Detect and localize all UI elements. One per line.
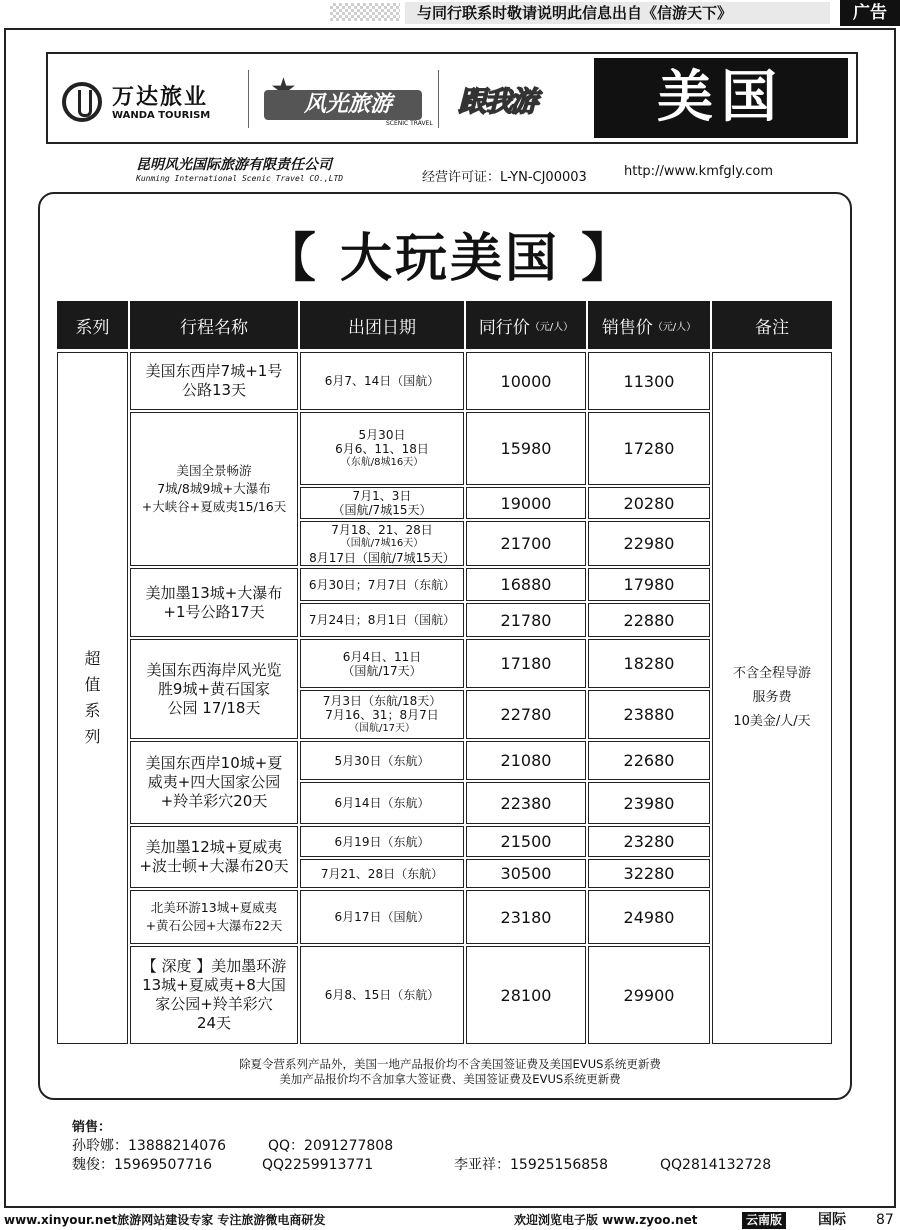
license-number: 经营许可证：L-YN-CJ00003 xyxy=(422,170,587,185)
route-name-cell xyxy=(130,890,298,944)
route-line: +1号公路17天 xyxy=(163,602,265,621)
header-label: 出团日期 xyxy=(348,317,416,338)
route-line: 【 深度 】美加墨环游 xyxy=(141,957,287,975)
departure-dates xyxy=(309,523,455,565)
sale-price: 24980 xyxy=(623,907,675,927)
genwo-logo: 跟我游 xyxy=(458,85,537,118)
sale-price-cell xyxy=(588,782,710,824)
peer-price: 23180 xyxy=(500,907,552,927)
contact-qq: QQ2814132728 xyxy=(660,1157,772,1173)
header-unit: （元/人） xyxy=(529,321,574,333)
route-name-cell xyxy=(130,568,298,637)
company-name-cn: 昆明风光国际旅游有限责任公司 xyxy=(136,157,332,173)
route-name xyxy=(146,754,283,811)
date-cell xyxy=(300,859,464,888)
date-cell xyxy=(300,603,464,637)
company-block xyxy=(136,154,343,183)
departure-dates xyxy=(335,796,430,810)
edition-badge: 云南版 xyxy=(742,1212,786,1229)
peer-price-cell xyxy=(466,603,586,637)
peer-price: 30500 xyxy=(500,864,552,883)
website-link[interactable]: http://www.kmfgly.com xyxy=(624,164,774,179)
sale-price-cell xyxy=(588,521,710,566)
route-line: 美加墨12城+夏威夷 xyxy=(145,838,283,856)
sale-price-cell xyxy=(588,639,710,688)
route-name xyxy=(146,899,283,935)
header-unit: （元/人） xyxy=(652,321,697,333)
bottom-left-text: www.xinyour.net旅游网站建设专家 专注旅游微电商研发 xyxy=(4,1213,326,1227)
bottom-bar xyxy=(0,1211,900,1230)
section-label: 国际 xyxy=(818,1212,846,1228)
date-cell xyxy=(300,946,464,1044)
sale-price-cell xyxy=(588,352,710,410)
peer-price: 17180 xyxy=(500,654,552,673)
route-line: +羚羊彩穴20天 xyxy=(160,792,268,810)
header-label: 系列 xyxy=(75,317,110,338)
sale-price: 32280 xyxy=(623,864,675,883)
date-cell xyxy=(300,352,464,410)
date-line: （国航/17天） xyxy=(342,663,422,678)
bottom-right-text: 欢迎浏览电子版 www.zyoo.net xyxy=(514,1213,698,1227)
peer-price-cell xyxy=(466,568,586,601)
date-line: 8月17日（国航/7城15天） xyxy=(309,550,455,565)
peer-price-cell xyxy=(466,859,586,888)
sale-price: 23880 xyxy=(623,705,675,724)
departure-dates xyxy=(335,835,430,849)
logo-divider xyxy=(438,70,439,128)
date-line: 7月21、28日（东航） xyxy=(320,866,444,881)
peer-price-cell xyxy=(466,639,586,688)
sale-price-cell xyxy=(588,487,710,519)
peer-price: 22380 xyxy=(500,793,552,813)
route-line: 24天 xyxy=(196,1014,232,1032)
date-line: （国航/7城15天） xyxy=(332,503,432,517)
remark-line: 服务费 xyxy=(752,690,792,705)
peer-price: 10000 xyxy=(500,371,552,391)
series-char: 列 xyxy=(84,727,101,746)
date-line: 5月30日（东航） xyxy=(334,753,430,768)
sale-price-cell xyxy=(588,412,710,485)
date-cell xyxy=(300,568,464,601)
date-cell xyxy=(300,782,464,824)
route-line: 公路13天 xyxy=(181,381,247,399)
date-line: 5月30日 xyxy=(358,427,406,442)
route-line: 7城/8城9城+大瀑布 xyxy=(157,481,271,496)
date-line: 7月3日（东航/18天） xyxy=(322,693,442,708)
departure-dates xyxy=(309,578,455,592)
date-line: （国航/17天） xyxy=(348,722,416,734)
route-name xyxy=(146,661,281,718)
peer-price-cell xyxy=(466,826,586,857)
route-line: 北美环游13城+夏威夷 xyxy=(150,900,278,915)
peer-price: 21780 xyxy=(500,610,552,630)
peer-price: 19000 xyxy=(500,493,552,513)
footnote: 除夏令营系列产品外，美国一地产品报价均不含美国签证费及美国EVUS系统更新费 xyxy=(239,1057,661,1071)
route-line: 美国全景畅游 xyxy=(176,463,252,478)
sale-price: 18280 xyxy=(623,654,675,673)
series-name xyxy=(84,646,100,750)
country-title: 美国 xyxy=(594,58,848,138)
departure-dates xyxy=(325,374,440,388)
route-name-cell xyxy=(130,826,298,888)
route-line: +黄石公园+大瀑布22天 xyxy=(145,918,283,933)
contact-line xyxy=(72,1156,772,1175)
peer-price: 16880 xyxy=(500,575,552,594)
peer-price-cell xyxy=(466,412,586,485)
date-line: （东航/8城16天） xyxy=(340,456,424,468)
route-line: 威夷+四大国家公园 xyxy=(147,773,281,791)
route-line: 美国东西岸7城+1号 xyxy=(145,362,283,380)
header-label: 销售价 xyxy=(601,317,653,338)
contact-name: 李亚祥：15925156858 xyxy=(454,1157,608,1173)
sale-price-cell xyxy=(588,568,710,601)
series-char: 超 xyxy=(84,649,101,668)
header-date xyxy=(300,301,464,349)
date-line: 6月14日（东航） xyxy=(334,796,430,810)
series-cell xyxy=(57,352,128,1044)
date-line: 6月8、15日（东航） xyxy=(324,988,440,1002)
footnote: 美加产品报价均不含加拿大签证费、美国签证费及EVUS系统更新费 xyxy=(279,1072,621,1086)
peer-price-cell xyxy=(466,521,586,566)
date-line: （国航/7城16天） xyxy=(340,537,424,549)
date-cell xyxy=(300,741,464,780)
peer-price-cell xyxy=(466,890,586,944)
peer-price: 15980 xyxy=(500,439,552,458)
sale-price: 17280 xyxy=(623,439,675,458)
sale-price: 22880 xyxy=(623,610,675,630)
sale-price: 22980 xyxy=(623,534,675,553)
date-line: 6月17日（国航） xyxy=(334,910,430,924)
route-name-cell xyxy=(130,412,298,566)
fengguang-logo xyxy=(264,72,433,128)
remark-line: 10美金/人/天 xyxy=(733,714,811,729)
departure-dates xyxy=(335,428,429,470)
sale-price: 22680 xyxy=(623,751,675,770)
contact-qq: QQ2259913771 xyxy=(262,1157,374,1173)
header-label: 同行价 xyxy=(478,317,530,338)
remark-text xyxy=(733,662,811,734)
sale-price: 11300 xyxy=(623,371,675,391)
sale-price-cell xyxy=(588,859,710,888)
sale-price: 20280 xyxy=(623,493,675,513)
sale-price-cell xyxy=(588,946,710,1044)
route-name xyxy=(139,838,288,876)
sales-contacts xyxy=(72,1118,772,1175)
route-line: 家公园+羚羊彩穴 xyxy=(155,995,273,1013)
remark-line: 不含全程导游 xyxy=(732,666,811,681)
sale-price: 29900 xyxy=(623,985,675,1005)
date-line: 6月7、14日（国航） xyxy=(324,374,440,388)
peer-price-cell xyxy=(466,946,586,1044)
route-line: 美国东西海岸风光览 xyxy=(146,660,282,679)
date-line: 6月4日、11日 xyxy=(342,649,422,664)
date-line: 6月30日；7月7日（东航） xyxy=(308,577,456,592)
departure-dates xyxy=(335,910,430,924)
departure-dates xyxy=(323,694,442,736)
departure-dates xyxy=(321,867,443,881)
departure-dates xyxy=(325,988,440,1002)
route-line: 13城+夏威夷+8大国 xyxy=(142,976,286,994)
date-line: 7月16、31；8月7日 xyxy=(325,707,439,722)
date-cell xyxy=(300,890,464,944)
date-cell xyxy=(300,826,464,857)
footnotes xyxy=(0,1057,900,1087)
sale-price-cell xyxy=(588,890,710,944)
header-series xyxy=(57,301,128,349)
top-banner xyxy=(0,0,900,26)
route-name xyxy=(142,957,287,1033)
wanda-name-en: WANDA TOURISM xyxy=(112,110,211,121)
fengguang-name: 风光旅游 xyxy=(264,90,422,120)
wanda-name-cn: 万达旅业 xyxy=(112,85,209,110)
route-name xyxy=(146,584,283,622)
series-char: 值 xyxy=(84,675,101,694)
sale-price: 17980 xyxy=(623,575,675,594)
date-line: 6月19日（东航） xyxy=(334,834,430,849)
route-name-cell xyxy=(130,352,298,410)
route-name-cell xyxy=(130,741,298,824)
series-char: 系 xyxy=(84,701,101,720)
sale-price: 23980 xyxy=(623,793,675,813)
header-sale-price xyxy=(588,301,710,349)
route-line: 美加墨13城+大瀑布 xyxy=(145,583,283,602)
peer-price: 22780 xyxy=(500,705,552,724)
date-cell xyxy=(300,521,464,566)
ad-tag: 广告 xyxy=(840,0,900,26)
contact-qq: QQ：2091277808 xyxy=(268,1138,394,1154)
contact-line xyxy=(72,1137,394,1156)
fengguang-name-en: SCENIC TRAVEL xyxy=(386,120,433,127)
route-name-cell xyxy=(130,639,298,739)
date-cell xyxy=(300,639,464,688)
sale-price-cell xyxy=(588,826,710,857)
date-cell xyxy=(300,412,464,485)
peer-price-cell xyxy=(466,782,586,824)
page-title: 【 大玩美国 】 xyxy=(263,229,637,289)
peer-price-cell xyxy=(466,352,586,410)
sale-price-cell xyxy=(588,741,710,780)
page-number: 87 xyxy=(876,1212,894,1228)
logo-divider xyxy=(248,70,249,128)
route-name xyxy=(146,362,283,400)
departure-dates xyxy=(342,650,421,678)
peer-price: 21080 xyxy=(500,751,552,770)
route-line: 美国东西岸10城+夏 xyxy=(145,754,283,772)
logo-banner xyxy=(46,52,858,144)
date-cell xyxy=(300,487,464,519)
header-route xyxy=(130,301,298,349)
departure-dates xyxy=(309,613,455,627)
peer-price: 21500 xyxy=(500,832,552,851)
wanda-emblem-icon xyxy=(62,82,102,122)
header-label: 行程名称 xyxy=(180,317,248,338)
route-line: 公园 17/18天 xyxy=(167,698,261,717)
header-peer-price xyxy=(466,301,586,349)
checker-decoration xyxy=(330,3,400,21)
route-name xyxy=(142,462,286,516)
route-line: +大峡谷+夏威夷15/16天 xyxy=(141,499,287,514)
route-name-cell xyxy=(130,946,298,1044)
contact-name: 孙聆娜：13888214076 xyxy=(72,1138,226,1154)
wanda-logo xyxy=(62,76,242,126)
remark-cell xyxy=(712,352,832,1044)
date-cell xyxy=(300,690,464,739)
departure-dates xyxy=(333,489,432,517)
date-line: 6月6、11、18日 xyxy=(335,441,429,456)
header-remark xyxy=(712,301,832,349)
peer-price: 21700 xyxy=(500,534,552,553)
sale-price: 23280 xyxy=(623,832,675,851)
header-label: 备注 xyxy=(755,317,789,338)
date-line: 7月1、3日 xyxy=(352,489,412,503)
company-name-en: Kunming International Scenic Travel CO.,LTD xyxy=(136,174,344,183)
contact-name: 魏俊：15969507716 xyxy=(72,1157,212,1173)
sale-price-cell xyxy=(588,603,710,637)
departure-dates xyxy=(335,754,430,768)
peer-price-cell xyxy=(466,487,586,519)
peer-price-cell xyxy=(466,690,586,739)
source-notice: 与同行联系时敬请说明此信息出自《信游天下》 xyxy=(405,2,830,24)
route-line: 胜9城+黄石国家 xyxy=(157,679,271,698)
route-line: +波士顿+大瀑布20天 xyxy=(139,857,289,875)
date-line: 7月24日；8月1日（国航） xyxy=(308,613,456,627)
sale-price-cell xyxy=(588,690,710,739)
peer-price-cell xyxy=(466,741,586,780)
date-line: 7月18、21、28日 xyxy=(331,522,433,537)
peer-price: 28100 xyxy=(500,985,552,1005)
sales-label: 销售： xyxy=(72,1120,112,1135)
